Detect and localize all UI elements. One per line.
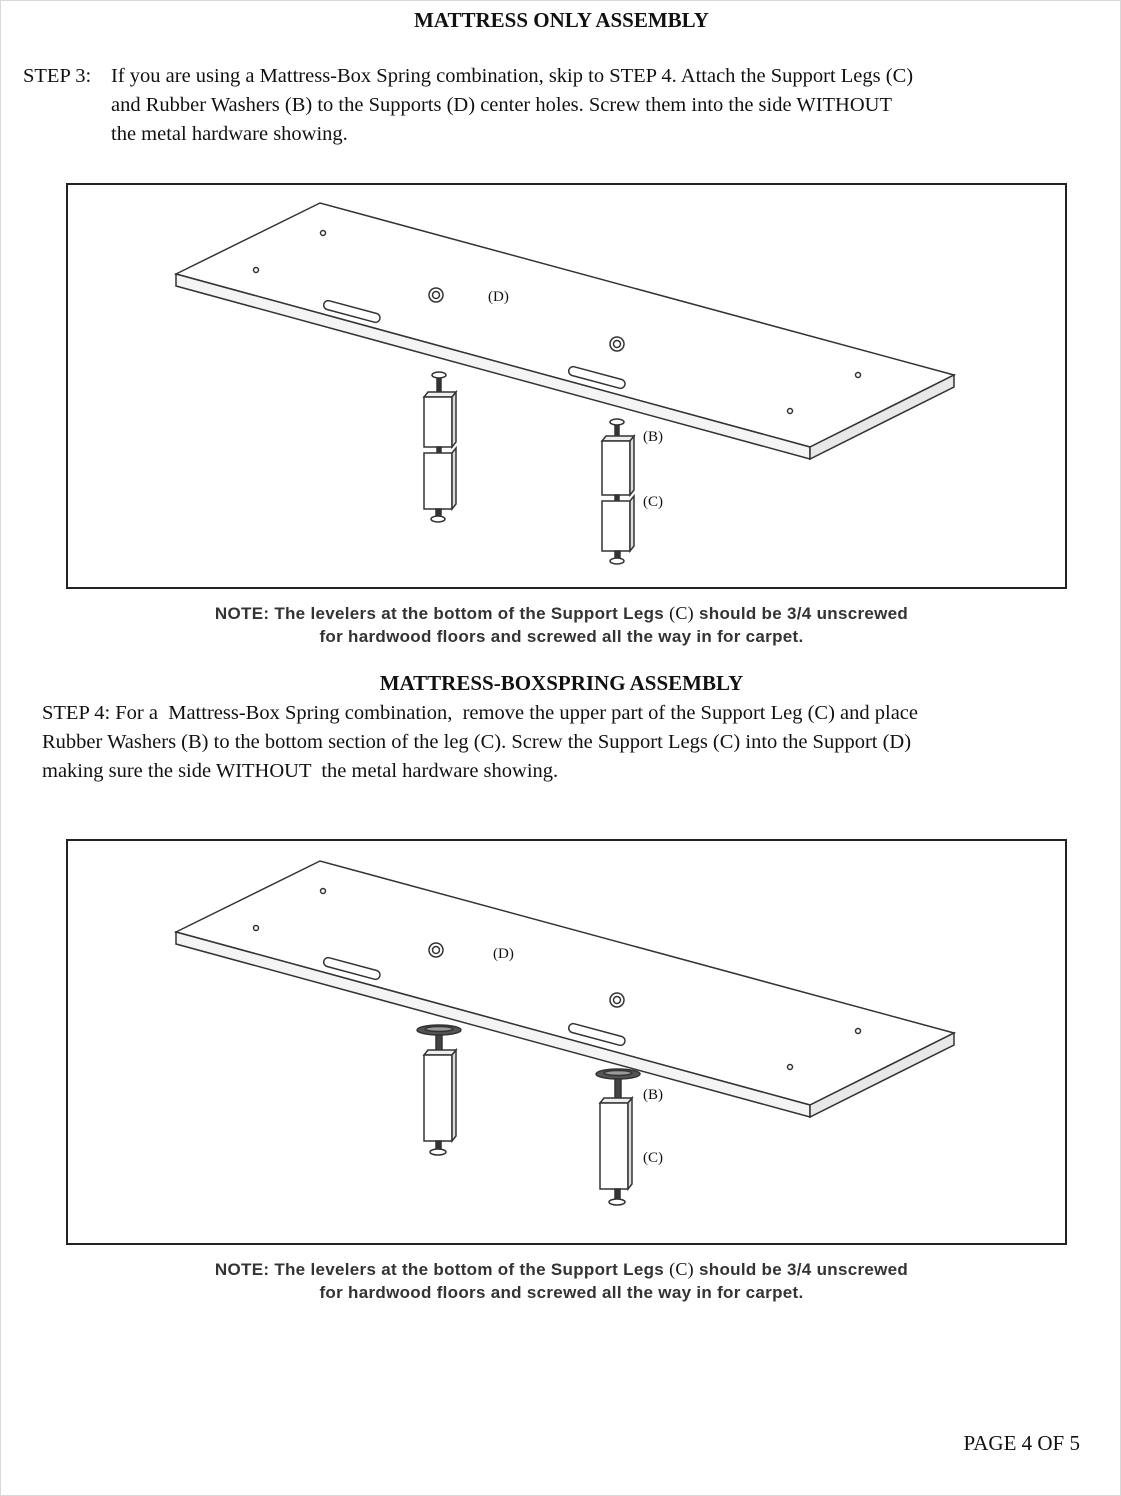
support-leg-right xyxy=(602,419,634,564)
section2-note xyxy=(1,1258,1121,1304)
support-board-illustration-2 xyxy=(68,841,1069,1247)
label-leg-c: (C) xyxy=(643,494,663,510)
support-leg-right-2 xyxy=(596,1069,640,1205)
section2-note-line2: for hardwood floors and screwed all the way in for carpet. xyxy=(319,1283,804,1302)
step3-prefix: STEP 3: xyxy=(23,65,97,87)
step4-line-2: Rubber Washers (B) to the bottom section of the leg (C). Screw the Support Legs (C) into the Support (D) xyxy=(42,731,912,753)
section2-note-part1: NOTE: The levelers at the bottom of the Support Legs xyxy=(214,1260,665,1279)
label-washer-b: (B) xyxy=(643,429,663,445)
label-leg-c-2: (C) xyxy=(643,1150,663,1166)
step3-line-1: If you are using a Mattress-Box Spring combination, skip to STEP 4. Attach the Support Legs (C) xyxy=(111,65,914,87)
page-number: PAGE 4 OF 5 xyxy=(963,1431,1080,1455)
support-leg-left-2 xyxy=(417,1025,461,1155)
label-support-d: (D) xyxy=(488,289,509,305)
step3-line-2: and Rubber Washers (B) to the Supports (D) center holes. Screw them into the side WITHOUT xyxy=(111,94,892,116)
section1-title: MATTRESS ONLY ASSEMBLY xyxy=(414,8,709,32)
section2-title: MATTRESS-BOXSPRING ASSEMBLY xyxy=(379,671,744,695)
section2-note-label: (C) xyxy=(669,1259,694,1279)
support-board-d xyxy=(176,203,954,459)
section1-note-line2: for hardwood floors and screwed all the way in for carpet. xyxy=(319,627,804,646)
section2-note-line1 xyxy=(1,1258,1121,1281)
section2-note-part2: should be 3/4 unscrewed xyxy=(699,1260,909,1279)
figure-mattress-only xyxy=(66,183,1067,589)
section1-note-line1 xyxy=(1,602,1121,625)
support-board-illustration xyxy=(68,185,1069,591)
section1-note-part2: should be 3/4 unscrewed xyxy=(699,604,909,623)
section1-note-part1: NOTE: The levelers at the bottom of the Support Legs xyxy=(214,604,665,623)
support-leg-left xyxy=(424,372,456,522)
label-washer-b-2: (B) xyxy=(643,1087,663,1103)
support-board-d-2 xyxy=(176,861,954,1117)
step4-line-1: STEP 4: For a Mattress-Box Spring combination, remove the upper part of the Support Leg (C) and place xyxy=(42,702,919,724)
section1-note xyxy=(1,602,1121,648)
label-support-d-2: (D) xyxy=(493,946,514,962)
section1-note-label: (C) xyxy=(669,603,694,623)
step3-line-3: the metal hardware showing. xyxy=(111,123,348,145)
figure-mattress-boxspring xyxy=(66,839,1067,1245)
step4-line-3: making sure the side WITHOUT the metal hardware showing. xyxy=(42,760,559,782)
